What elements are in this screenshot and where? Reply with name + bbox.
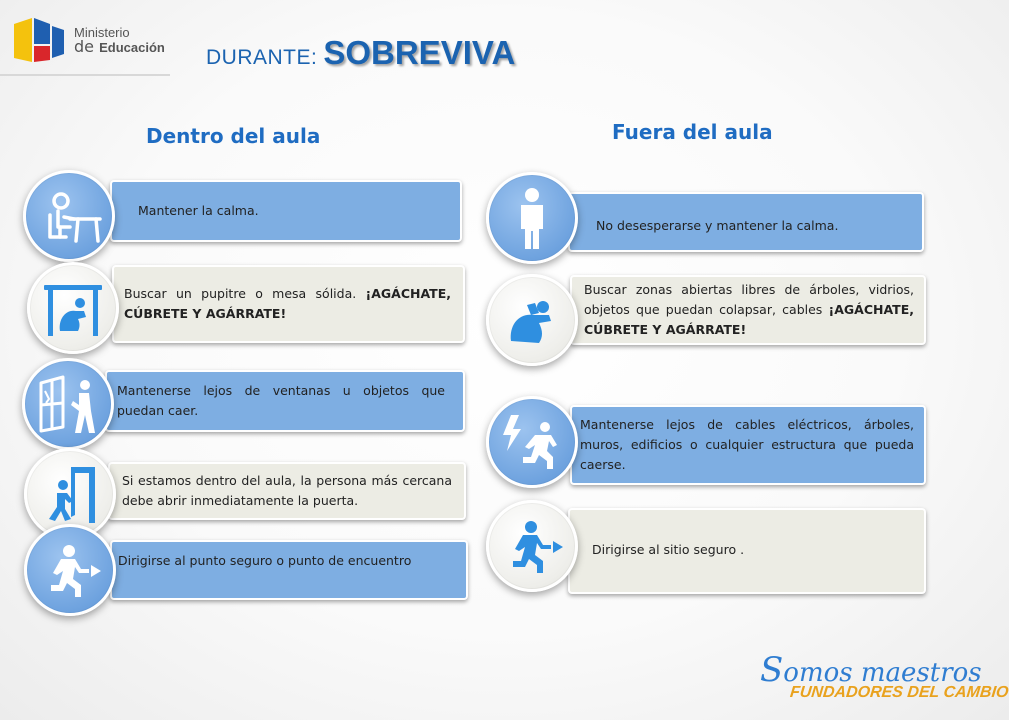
inside-item-3-text: Mantenerse lejos de ventanas u objetos que puedan caer. [117, 383, 445, 418]
outside-item-1-text: No desesperarse y mantener la calma. [596, 218, 839, 233]
outside-item-4-icon-circle [486, 500, 578, 592]
inside-item-1-icon-circle [23, 170, 115, 262]
footer-slogan-cap: S [760, 650, 784, 690]
footer-slogan-rest: omos maestros [783, 658, 982, 688]
outside-section-title: Fuera del aula [612, 120, 773, 144]
person-running-exit-icon [35, 535, 105, 605]
inside-item-2-text-main: Buscar un pupitre o mesa sólida. [124, 286, 366, 301]
inside-item-5 [110, 540, 468, 600]
outside-item-2-text [584, 280, 914, 340]
outside-item-3-text: Mantenerse lejos de cables eléctricos, árboles, muros, edificios o cualquier estructura que pueda caerse. [580, 417, 914, 472]
person-away-from-window-icon [33, 369, 103, 439]
inside-item-3-icon-circle [22, 358, 114, 450]
inside-item-2-text [124, 284, 451, 324]
person-at-desk-icon [34, 181, 104, 251]
inside-item-1 [110, 180, 462, 242]
inside-item-5-icon-circle [24, 524, 116, 616]
crouch-under-table-icon [38, 273, 108, 343]
logo-line-2-bold: Educación [99, 40, 165, 55]
title-big: SOBREVIVA [323, 34, 516, 71]
outside-item-2-icon-circle [486, 274, 578, 366]
ministry-logo-icon [10, 14, 68, 66]
ministry-logo [10, 14, 68, 66]
inside-item-2-icon-circle [27, 262, 119, 354]
person-running-exit-icon [497, 511, 567, 581]
outside-item-2-text-bold: ¡AGÁCHATE, CÚBRETE Y AGÁRRATE! [584, 302, 914, 337]
page-title [206, 34, 515, 72]
outside-item-1 [568, 192, 924, 252]
logo-line-1: Ministerio [74, 25, 130, 40]
inside-item-4-text: Si estamos dentro del aula, la persona más cercana debe abrir inmediatamente la puerta. [122, 473, 452, 508]
inside-item-2-text-bold: ¡AGÁCHATE, CÚBRETE Y AGÁRRATE! [124, 286, 451, 321]
ministry-logo-text [74, 26, 165, 55]
footer-slogan-bold: FUNDADORES DEL CAMBIO [789, 684, 1009, 701]
outside-item-3 [570, 405, 926, 485]
inside-item-3 [105, 370, 465, 432]
title-small: DURANTE: [206, 46, 318, 69]
outside-item-1-icon-circle [486, 172, 578, 264]
person-open-door-icon [35, 459, 105, 529]
outside-item-4 [568, 508, 926, 594]
header-divider [0, 74, 170, 76]
standing-person-icon [497, 183, 567, 253]
inside-item-2 [112, 265, 465, 343]
outside-item-2 [570, 275, 926, 345]
inside-item-5-text: Dirigirse al punto seguro o punto de encuentro [118, 553, 412, 568]
outside-item-4-text: Dirigirse al sitio seguro . [592, 542, 745, 557]
logo-line-2-prefix: de [74, 37, 100, 56]
inside-item-1-text: Mantener la calma. [138, 203, 259, 218]
outside-item-3-icon-circle [486, 396, 578, 488]
logo-line-2 [74, 37, 165, 56]
electric-hazard-running-icon [497, 407, 567, 477]
outside-item-2-text-main: Buscar zonas abiertas libres de árboles, vidrios, objetos que puedan colapsar, cables [584, 282, 914, 317]
inside-item-4 [108, 462, 466, 520]
inside-section-title: Dentro del aula [146, 124, 321, 148]
crouching-person-icon [497, 285, 567, 355]
